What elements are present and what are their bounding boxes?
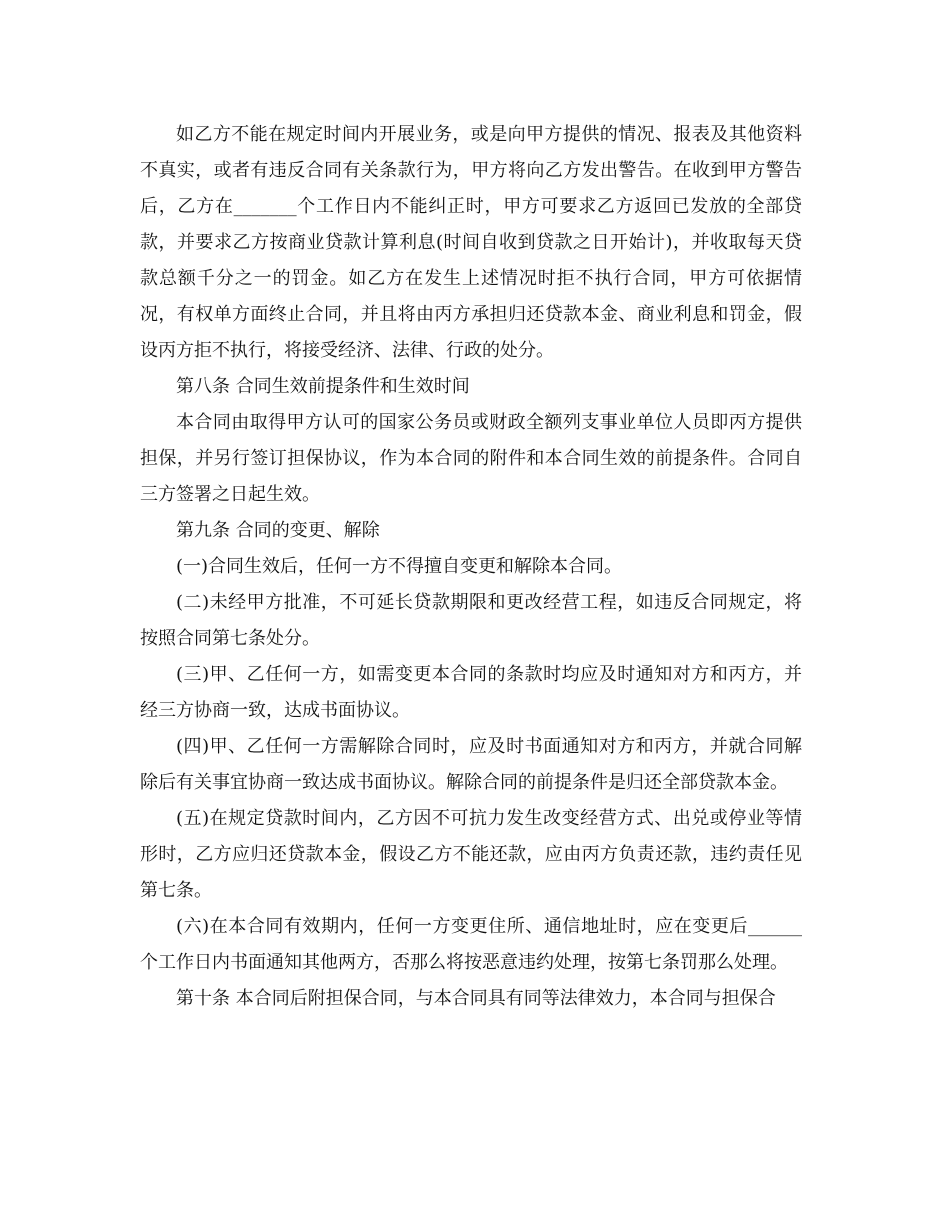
paragraph-article-9-item-6: (六)在本合同有效期内，任何一方变更住所、通信地址时，应在变更后______个工作日内书面通知其他两方，否那么将按恶意违约处理，按第七条罚那么处理。	[140, 916, 802, 973]
paragraph-article-7-breach: 如乙方不能在规定时间内开展业务，或是向甲方提供的情况、报表及其他资料不真实，或者有违反合同有关条款行为，甲方将向乙方发出警告。在收到甲方警告后，乙方在_______个工作日内不能纠正时，甲方可要求乙方返回已发放的全部贷款，并要求乙方按商业贷款计算利息(时间自收到贷款之日开始计)，并收取每天贷款总额千分之一的罚金。如乙方在发生上述情况时拒不执行合同，甲方可依据情况，有权单方面终止合同，并且将由丙方承担归还贷款本金、商业利息和罚金，假设丙方拒不执行，将接受经济、法律、行政的处分。	[140, 124, 802, 361]
paragraph-article-9-item-4: (四)甲、乙任何一方需解除合同时，应及时书面通知对方和丙方，并就合同解除后有关事宜协商一致达成书面协议。解除合同的前提条件是归还全部贷款本金。	[140, 736, 802, 793]
paragraph-article-9-item-1: (一)合同生效后，任何一方不得擅自变更和解除本合同。	[176, 556, 623, 577]
heading-article-8: 第八条 合同生效前提条件和生效时间	[176, 376, 470, 397]
paragraph-article-10: 第十条 本合同后附担保合同，与本合同具有同等法律效力，本合同与担保合	[176, 988, 776, 1009]
document-body	[140, 117, 802, 1017]
paragraph-article-9-item-3: (三)甲、乙任何一方，如需变更本合同的条款时均应及时通知对方和丙方，并经三方协商一致，达成书面协议。	[140, 664, 802, 721]
paragraph-article-9-item-2: (二)未经甲方批准，不可延长贷款期限和更改经营工程，如违反合同规定，将按照合同第七条处分。	[140, 592, 802, 649]
paragraph-article-9-item-5: (五)在规定贷款时间内，乙方因不可抗力发生改变经营方式、出兑或停业等情形时，乙方应归还贷款本金，假设乙方不能还款，应由丙方负责还款，违约责任见第七条。	[140, 808, 802, 901]
paragraph-article-8-body: 本合同由取得甲方认可的国家公务员或财政全额列支事业单位人员即丙方提供担保，并另行签订担保协议，作为本合同的附件和本合同生效的前提条件。合同自三方签署之日起生效。	[140, 412, 802, 505]
heading-article-9: 第九条 合同的变更、解除	[176, 520, 380, 541]
